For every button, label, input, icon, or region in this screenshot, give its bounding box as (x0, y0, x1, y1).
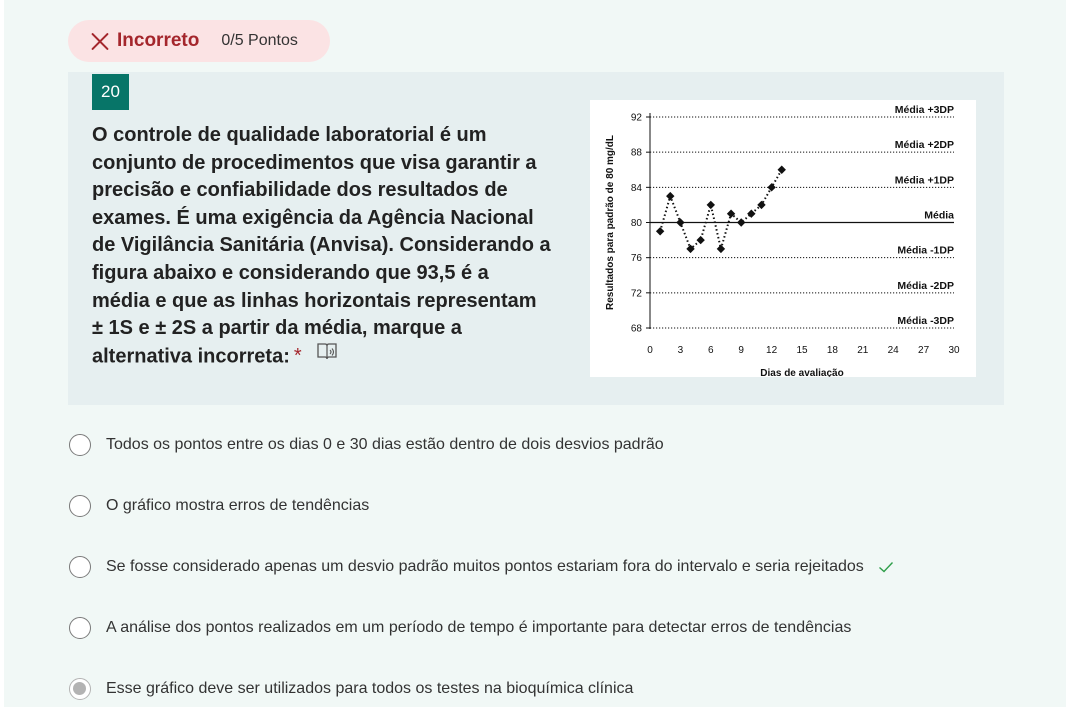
data-point-13 (778, 166, 786, 174)
result-badge (68, 20, 330, 62)
option-2[interactable] (69, 493, 369, 519)
x-tick-label-8: 24 (887, 345, 899, 356)
data-point-5 (696, 236, 704, 244)
reference-label-1: Média +2DP (894, 139, 954, 152)
data-point-9 (737, 218, 745, 226)
control-chart-svg (590, 100, 976, 377)
option-1-radio[interactable] (69, 434, 91, 456)
option-5-radio[interactable] (69, 678, 91, 700)
option-3-radio[interactable] (69, 556, 91, 578)
data-point-12 (767, 183, 775, 191)
x-tick-label-5: 15 (796, 345, 808, 356)
x-tick-label-1: 3 (677, 345, 684, 356)
reference-label-2: Média +1DP (894, 174, 954, 187)
reference-label-4: Média -1DP (897, 244, 954, 257)
option-3[interactable] (69, 554, 894, 580)
y-tick-label-4: 84 (630, 182, 642, 194)
y-tick-label-2: 76 (630, 253, 642, 265)
x-icon (90, 31, 110, 51)
y-tick-label-5: 88 (630, 147, 642, 159)
points-label: 0/5 Pontos (221, 32, 298, 49)
x-tick-label-4: 12 (766, 345, 778, 356)
reference-label-6: Média -3DP (897, 315, 954, 327)
data-point-1 (656, 227, 664, 235)
option-3-label: Se fosse considerado apenas um desvio padrão muitos pontos estariam fora do intervalo e seria rejeitados (106, 558, 864, 575)
control-chart (590, 100, 976, 377)
series-line-0 (660, 170, 782, 249)
x-tick-label-9: 27 (918, 345, 930, 356)
y-tick-label-1: 72 (630, 288, 642, 300)
correct-check-icon (878, 561, 894, 573)
reference-label-3: Média (924, 209, 954, 222)
option-4-label: A análise dos pontos realizados em um período de tempo é importante para detectar erros de tendências (106, 619, 852, 636)
x-tick-label-3: 9 (738, 345, 744, 356)
option-2-radio[interactable] (69, 495, 91, 517)
data-point-6 (707, 201, 715, 209)
option-1[interactable] (69, 432, 664, 458)
option-1-label: Todos os pontos entre os dias 0 e 30 dias estão dentro de dois desvios padrão (106, 436, 664, 453)
y-tick-label-6: 92 (630, 112, 642, 124)
option-5-label: Esse gráfico deve ser utilizados para todos os testes na bioquímica clínica (106, 680, 634, 697)
reference-label-5: Média -2DP (897, 279, 954, 292)
x-tick-label-6: 18 (826, 345, 838, 356)
x-tick-label-10: 30 (948, 345, 960, 356)
question-number: 20 (92, 74, 129, 110)
option-2-label: O gráfico mostra erros de tendências (106, 497, 370, 514)
question-card (68, 72, 1004, 405)
option-4-radio[interactable] (69, 617, 91, 639)
x-axis-label: Dias de avaliação (760, 368, 844, 377)
question-text (92, 122, 552, 371)
data-point-2 (666, 192, 674, 200)
data-point-3 (676, 218, 684, 226)
data-point-7 (717, 245, 725, 253)
data-point-10 (747, 210, 755, 218)
question-text-body: O controle de qualidade laboratorial é um conjunto de procedimentos que visa garantir a precisão e confiabilidade dos resultados de exames. É uma exigência da Agência Nacional de Vigilância Sanitária (Anvisa). Considerando a figura abaixo e considerando que 93,5 é a média e que as linhas horizontais representam ± 1S e ± 2S a partir da média, marque a alternativa incorreta: (92, 124, 551, 368)
required-marker: * (293, 345, 302, 368)
option-4[interactable] (69, 615, 851, 641)
x-tick-label-0: 0 (647, 345, 653, 356)
immersive-reader-icon[interactable] (316, 341, 338, 370)
y-tick-label-0: 68 (630, 323, 642, 335)
y-axis-label: Resultados para padrão de 80 mg/dL (605, 134, 616, 311)
y-tick-label-3: 80 (630, 218, 642, 229)
x-tick-label-7: 21 (857, 345, 869, 356)
option-5[interactable] (69, 676, 633, 702)
reference-label-0: Média +3DP (894, 104, 954, 116)
x-tick-label-2: 6 (708, 345, 714, 356)
result-label: Incorreto (117, 30, 200, 51)
